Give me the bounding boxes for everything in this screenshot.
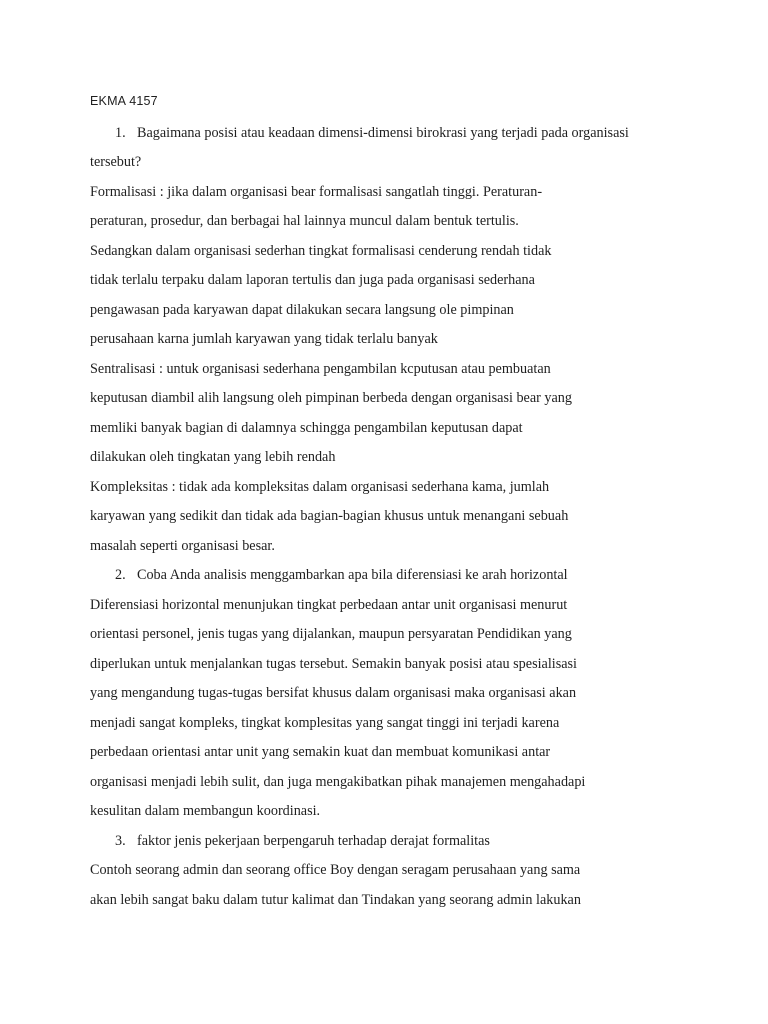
a1-line: Formalisasi : jika dalam organisasi bear formalisasi sangatlah tinggi. Peraturan-	[90, 184, 543, 200]
a1-line: karyawan yang sedikit dan tidak ada bagian-bagian khusus untuk menangani sebuah	[90, 508, 569, 524]
a1-line: dilakukan oleh tingkatan yang lebih rendah	[90, 449, 336, 465]
q3-number: 3.	[115, 833, 126, 849]
a1-line: pengawasan pada karyawan dapat dilakukan secara langsung ole pimpinan	[90, 302, 514, 318]
q3-line-1: faktor jenis pekerjaan berpengaruh terhadap derajat formalitas	[137, 833, 490, 849]
a1-line: Sentralisasi : untuk organisasi sederhana pengambilan kcputusan atau pembuatan	[90, 361, 551, 377]
a3-line: akan lebih sangat baku dalam tutur kalimat dan Tindakan yang seorang admin lakukan	[90, 892, 581, 908]
q1-number: 1.	[115, 125, 126, 141]
a2-line: orientasi personel, jenis tugas yang dijalankan, maupun persyaratan Pendidikan yang	[90, 626, 572, 642]
q2-line-1: Coba Anda analisis menggambarkan apa bila diferensiasi ke arah horizontal	[137, 567, 568, 583]
a3-line: Contoh seorang admin dan seorang office Boy dengan seragam perusahaan yang sama	[90, 862, 581, 878]
a1-line: perusahaan karna jumlah karyawan yang tidak terlalu banyak	[90, 331, 438, 347]
document-heading: EKMA 4157	[90, 94, 158, 108]
a1-line: keputusan diambil alih langsung oleh pimpinan berbeda dengan organisasi bear yang	[90, 390, 572, 406]
a2-line: organisasi menjadi lebih sulit, dan juga mengakibatkan pihak manajemen mengahadapi	[90, 774, 586, 790]
a1-line: Sedangkan dalam organisasi sederhan tingkat formalisasi cenderung rendah tidak	[90, 243, 552, 259]
a2-line: kesulitan dalam membangun koordinasi.	[90, 803, 321, 819]
q2-number: 2.	[115, 567, 126, 583]
a1-line: Kompleksitas : tidak ada kompleksitas dalam organisasi sederhana kama, jumlah	[90, 479, 550, 495]
q1-line-1: Bagaimana posisi atau keadaan dimensi-dimensi birokrasi yang terjadi pada organisasi	[137, 125, 629, 141]
a1-line: peraturan, prosedur, dan berbagai hal lainnya muncul dalam bentuk tertulis.	[90, 213, 519, 229]
a1-line: masalah seperti organisasi besar.	[90, 538, 275, 554]
a2-line: Diferensiasi horizontal menunjukan tingkat perbedaan antar unit organisasi menurut	[90, 597, 568, 613]
a1-line: memliki banyak bagian di dalamnya schingga pengambilan keputusan dapat	[90, 420, 523, 436]
a2-line: menjadi sangat kompleks, tingkat komplesitas yang sangat tinggi ini terjadi karena	[90, 715, 560, 731]
q1-line-2: tersebut?	[90, 154, 142, 170]
a1-line: tidak terlalu terpaku dalam laporan tertulis dan juga pada organisasi sederhana	[90, 272, 535, 288]
a2-line: perbedaan orientasi antar unit yang semakin kuat dan membuat komunikasi antar	[90, 744, 551, 760]
a2-line: yang mengandung tugas-tugas bersifat khusus dalam organisasi maka organisasi akan	[90, 685, 577, 701]
a2-line: diperlukan untuk menjalankan tugas tersebut. Semakin banyak posisi atau spesialisasi	[90, 656, 577, 672]
